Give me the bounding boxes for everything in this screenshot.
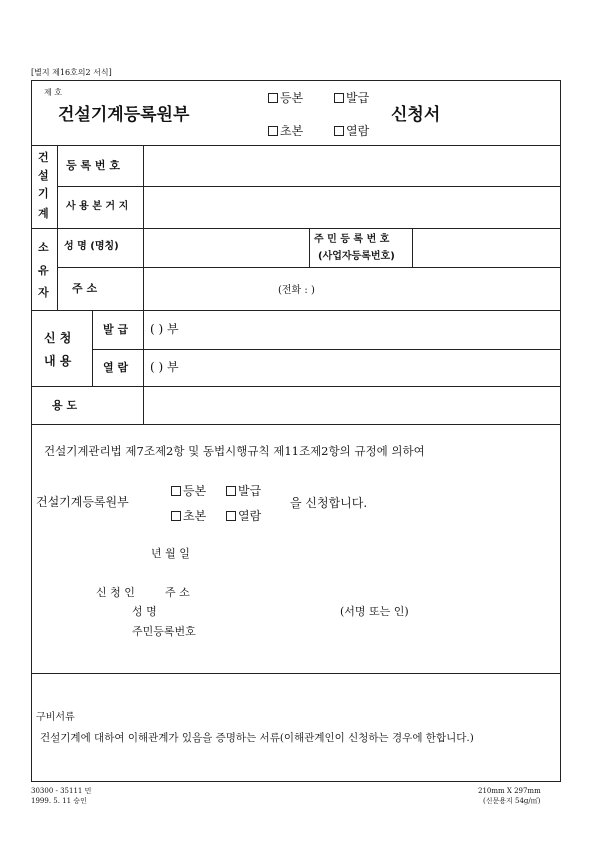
owner-address-label: 주 소 — [72, 282, 98, 295]
checkbox-icon — [171, 486, 181, 496]
request-group-label-2: 내 용 — [44, 354, 72, 368]
declaration-ending: 을 신청합니다. — [290, 496, 368, 510]
declaration-option-view[interactable]: 열람 — [226, 510, 261, 522]
view-label: 열 람 — [103, 361, 129, 374]
resident-number-label: 주 민 등 록 번 호 — [314, 234, 390, 245]
form-title: 건설기계등록원부 — [58, 105, 190, 125]
home-base-label: 사 용 본 거 지 — [66, 201, 129, 212]
declaration-option-copy[interactable]: 등본 — [171, 485, 206, 497]
declaration-option-issue[interactable]: 발급 — [226, 485, 261, 497]
attachments-text: 건설기계에 대하여 이해관계가 있음을 증명하는 서류(이해관계인이 신청하는 경우에 한합니다.) — [40, 732, 474, 744]
purpose-field[interactable] — [145, 388, 559, 423]
resident-number-field[interactable] — [414, 230, 559, 266]
owner-name-field[interactable] — [145, 230, 307, 266]
owner-group-char-3: 자 — [38, 286, 49, 299]
declaration-option-extract[interactable]: 초본 — [171, 510, 206, 522]
owner-name-label: 성 명 (명칭) — [64, 241, 119, 252]
applicant-rrn-label: 주민등록번호 — [132, 625, 196, 638]
header-option-view[interactable]: 열람 — [334, 125, 369, 137]
applicant-address-label: 주 소 — [165, 586, 190, 599]
applicant-name-label: 성 명 — [132, 605, 157, 618]
home-base-field[interactable] — [145, 188, 559, 227]
registration-number-field[interactable] — [145, 147, 559, 185]
issue-label: 발 급 — [103, 323, 129, 336]
checkbox-icon — [268, 93, 278, 103]
purpose-label: 용 도 — [52, 399, 78, 412]
document-number-label: 제 호 — [44, 88, 62, 97]
paper-size: 210mm X 297mm — [478, 787, 541, 795]
signature-note: (서명 또는 인) — [340, 605, 409, 618]
checkbox-icon — [334, 126, 344, 136]
owner-address-field[interactable] — [145, 269, 559, 309]
declaration-subject: 건설기계등록원부 — [36, 495, 129, 509]
request-group-label-1: 신 청 — [44, 331, 72, 345]
applicant-label: 신 청 인 — [96, 586, 135, 599]
machine-group-char-4: 계 — [38, 207, 49, 220]
approval-date: 1999. 5. 11 승인 — [31, 797, 87, 805]
registration-number-label: 등 록 번 호 — [66, 159, 120, 172]
paper-type: (신문용지 54g/㎡) — [483, 797, 541, 805]
owner-group-char-1: 소 — [38, 241, 49, 254]
owner-group-char-2: 유 — [38, 264, 49, 277]
application-date: 년 월 일 — [151, 547, 190, 560]
header-option-issue[interactable]: 발급 — [334, 92, 369, 104]
checkbox-icon — [226, 511, 236, 521]
form-reference: [별지 제16호의2 서식] — [31, 68, 112, 77]
header-option-extract[interactable]: 초본 — [268, 125, 303, 137]
phone-field-label: (전화 : ) — [278, 285, 315, 296]
attachments-title: 구비서류 — [36, 712, 75, 723]
law-basis-text: 건설기계관리법 제7조제2항 및 동법시행규칙 제11조제2항의 규정에 의하여 — [44, 444, 425, 458]
checkbox-icon — [171, 511, 181, 521]
issue-count-field[interactable]: ( ) 부 — [150, 322, 179, 336]
form-title-suffix: 신청서 — [391, 105, 441, 125]
checkbox-icon — [226, 486, 236, 496]
checkbox-icon — [268, 126, 278, 136]
machine-group-char-3: 기 — [38, 187, 49, 200]
header-option-copy[interactable]: 등본 — [268, 92, 303, 104]
machine-group-char-2: 설 — [38, 169, 49, 182]
view-count-field[interactable]: ( ) 부 — [150, 360, 179, 374]
checkbox-icon — [334, 93, 344, 103]
machine-group-char-1: 건 — [38, 151, 49, 164]
form-code: 30300 - 35111 민 — [31, 787, 92, 795]
business-number-label: (사업자등록번호) — [318, 251, 395, 262]
